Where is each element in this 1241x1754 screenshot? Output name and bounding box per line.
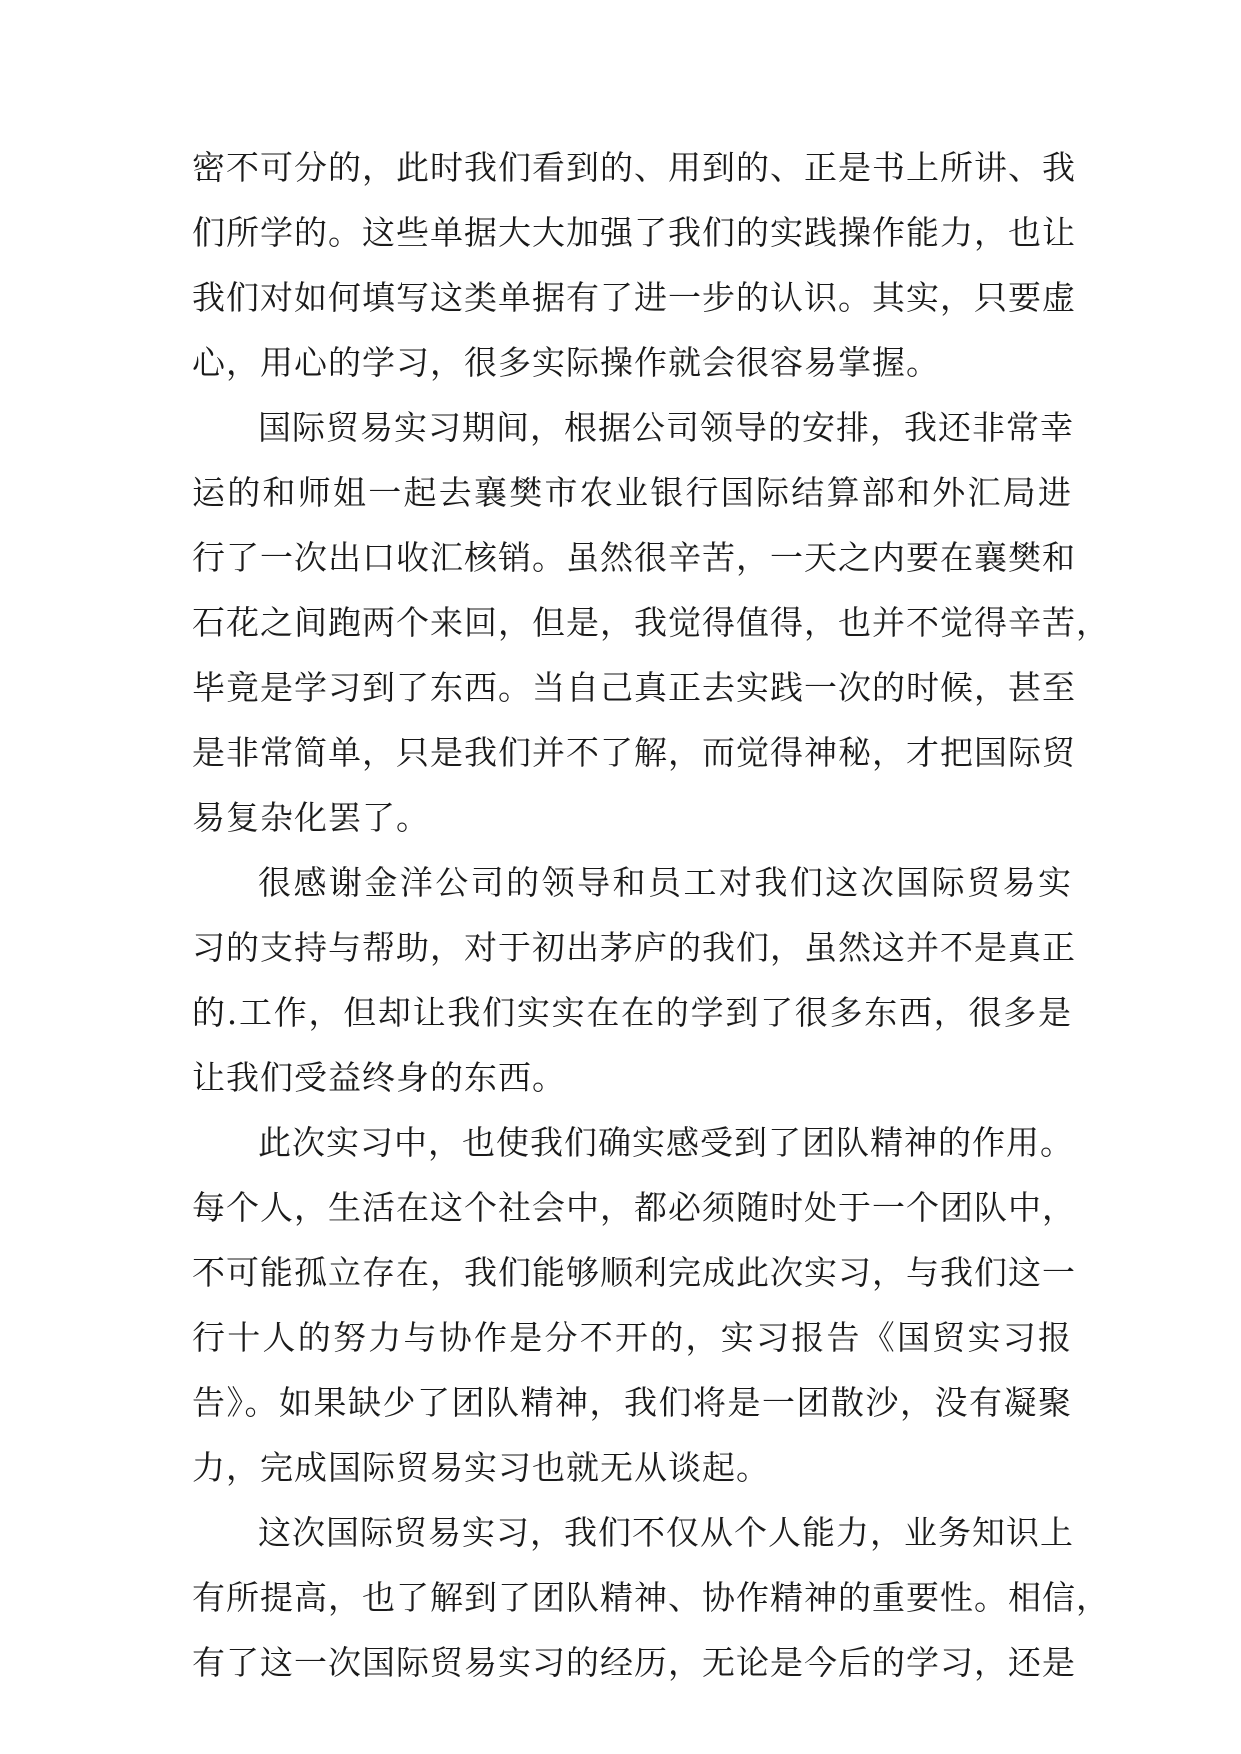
text-line: 力，完成国际贸易实习也就无从谈起。 (192, 1448, 770, 1487)
text-line: 每个人，生活在这个社会中，都必须随时处于一个团队中， (192, 1188, 1076, 1227)
paragraph-first-line: 这次国际贸易实习，我们不仅从个人能力，业务知识上 (258, 1513, 1074, 1552)
text-line: 的.工作，但却让我们实实在在的学到了很多东西，很多是 (192, 993, 1072, 1032)
text-line: 心，用心的学习，很多实际操作就会很容易掌握。 (192, 343, 940, 382)
text-line: 密不可分的，此时我们看到的、用到的、正是书上所讲、我 (192, 148, 1076, 187)
text-line: 运的和师姐一起去襄樊市农业银行国际结算部和外汇局进 (192, 473, 1072, 512)
text-line: 告》。如果缺少了团队精神，我们将是一团散沙，没有凝聚 (192, 1383, 1072, 1422)
text-line: 让我们受益终身的东西。 (192, 1058, 566, 1097)
text-line: 行十人的努力与协作是分不开的，实习报告《国贸实习报 (192, 1318, 1072, 1357)
text-line: 行了一次出口收汇核销。虽然很辛苦，一天之内要在襄樊和 (192, 538, 1076, 577)
text-line: 我们对如何填写这类单据有了进一步的认识。其实，只要虚 (192, 278, 1076, 317)
text-line: 是非常简单，只是我们并不了解，而觉得神秘，才把国际贸 (192, 733, 1076, 772)
paragraph-first-line: 很感谢金洋公司的领导和员工对我们这次国际贸易实 (258, 863, 1072, 902)
text-line: 有了这一次国际贸易实习的经历，无论是今后的学习，还是 (192, 1643, 1076, 1682)
text-line: 不可能孤立存在，我们能够顺利完成此次实习，与我们这一 (192, 1253, 1076, 1292)
paragraph-first-line: 国际贸易实习期间，根据公司领导的安排，我还非常幸 (258, 408, 1074, 447)
text-line: 易复杂化罢了。 (192, 798, 430, 837)
text-line: 习的支持与帮助，对于初出茅庐的我们，虽然这并不是真正 (192, 928, 1076, 967)
paragraph-first-line: 此次实习中，也使我们确实感受到了团队精神的作用。 (258, 1123, 1074, 1162)
text-line: 毕竟是学习到了东西。当自己真正去实践一次的时候，甚至 (192, 668, 1076, 707)
text-line: 石花之间跑两个来回，但是，我觉得值得，也并不觉得辛苦， (192, 603, 1110, 642)
text-line: 们所学的。这些单据大大加强了我们的实践操作能力，也让 (192, 213, 1076, 252)
text-line: 有所提高，也了解到了团队精神、协作精神的重要性。相信， (192, 1578, 1110, 1617)
